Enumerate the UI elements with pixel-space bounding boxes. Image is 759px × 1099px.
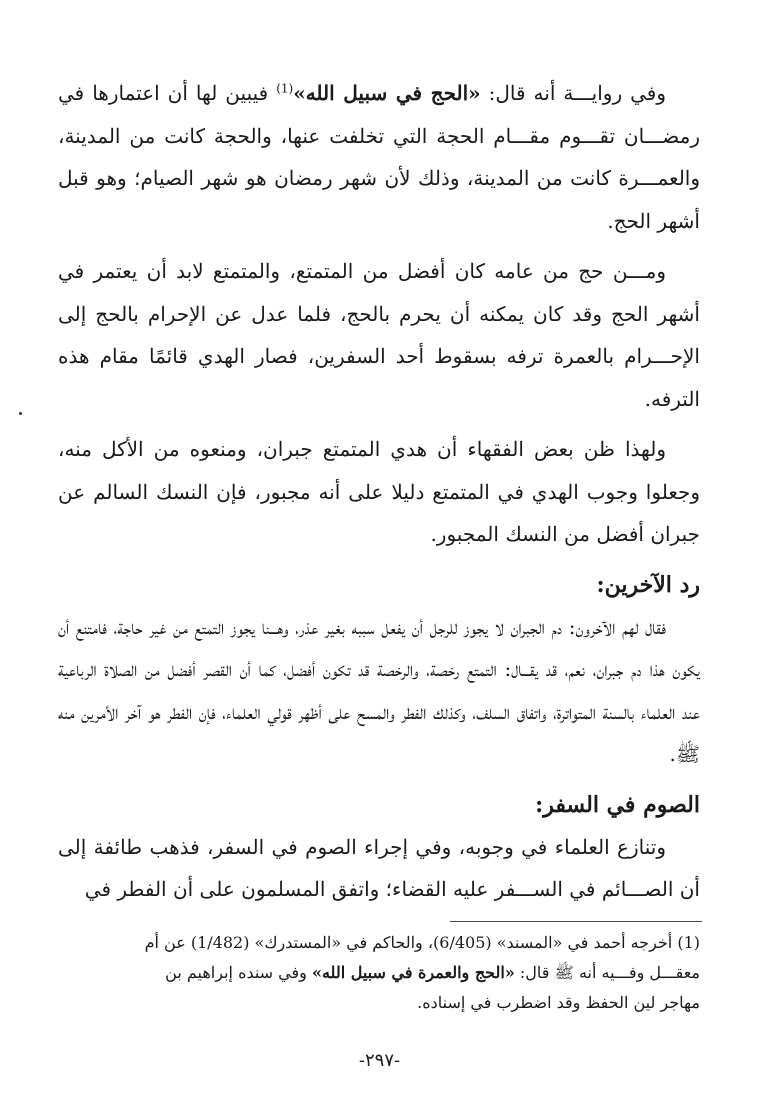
footnote-line-2 <box>58 958 700 988</box>
paragraph-1 <box>58 72 700 242</box>
footnote-line-3: مهاجر لين الحفظ وقد اضطرب في إسناده. <box>417 993 700 1012</box>
footnote-line-2a: معقـــل وفـــيه أنه ﷺ قال: <box>514 963 700 982</box>
paragraph-3: ولهذا ظن بعض الفقهاء أن هدي المتمتع جبران، ومنعوه من الأكل منه، وجعلوا وجوب الهدي في المتمتع دليلا على أنه مجبور، فإن النسك السالم عن جبران أفضل من النسك المجبور. <box>58 437 700 546</box>
p1-open-quote: « <box>468 81 481 105</box>
section-heading-fasting: الصوم في السفر: <box>535 791 700 818</box>
p1-intro: وفي روايـــة أنه قال: <box>480 81 666 105</box>
paragraph-5: وتنازع العلماء في وجوبه، وفي إجراء الصوم في السفر، فذهب طائفة إلى أن الصـــائم في الســـفر عليه القضاء؛ واتفق المسلمون على أن الفطر في <box>58 834 700 901</box>
p1-close-quote: » <box>293 81 306 105</box>
footnote-divider <box>450 921 702 922</box>
footnote-line-2c: وفي سنده إبراهيم بن <box>165 963 312 982</box>
footnote-ref[interactable]: (1) <box>276 81 294 96</box>
margin-dot <box>19 412 22 415</box>
main-text <box>58 72 700 919</box>
paragraph-4: فقال لهم الآخرون: دم الجبران لا يجوز للرجل أن يفعل سببه بغير عذر، وهـــنا يجوز التمتع من غير حاجة، فامتنع أن يكون هذا دم جبران، نعم، قد يقـــال: التمتع رخصة، والرخصة قد تكون أفضل، كما أن القصر أفضل من الصلاة الرباعية عند العلماء بالسنة المتواترة، واتفاق السلف، وكذلك الفطر والمسح على أظهر قولي العلماء، فإن الفطر هو آخر الأمرين منه ﷺ. <box>58 614 700 766</box>
section-heading-rebuttal: رد الآخرين: <box>596 571 700 598</box>
p1-hadith: الحج في سبيل الله <box>305 81 469 105</box>
paragraph-2: ومـــن حج من عامه كان أفضل من المتمتع، والمتمتع لابد أن يعتمر في أشهر الحج وقد كان يمكنه أن يحرم بالحج، فلما عدل عن الإحرام بالحج إلى الإحـــرام بالعمرة ترفه بسقوط أحد السفرين، فصار الهدي قائمًا مقام هذه الترفه. <box>58 259 700 411</box>
footnote-hadith: «الحج والعمرة في سبيل الله» <box>311 963 515 982</box>
footnote-line-1: (1) أخرجه أحمد في «المسند» (6/405)، والحاكم في «المستدرك» (1/482) عن أم <box>144 933 700 952</box>
footnotes <box>58 928 700 1018</box>
p1-rest: فيبين لها أن اعتمارها في رمضـــان تقـــوم مقـــام الحجة التي تخلفت عنها، والحجة كانت من المدينة، والعمـــرة كانت من المدينة، وذلك لأن شهر رمضان هو شهر الصيام؛ وهو قبل أشهر الحج. <box>58 81 700 233</box>
page-number: -٢٩٧- <box>358 1050 401 1071</box>
